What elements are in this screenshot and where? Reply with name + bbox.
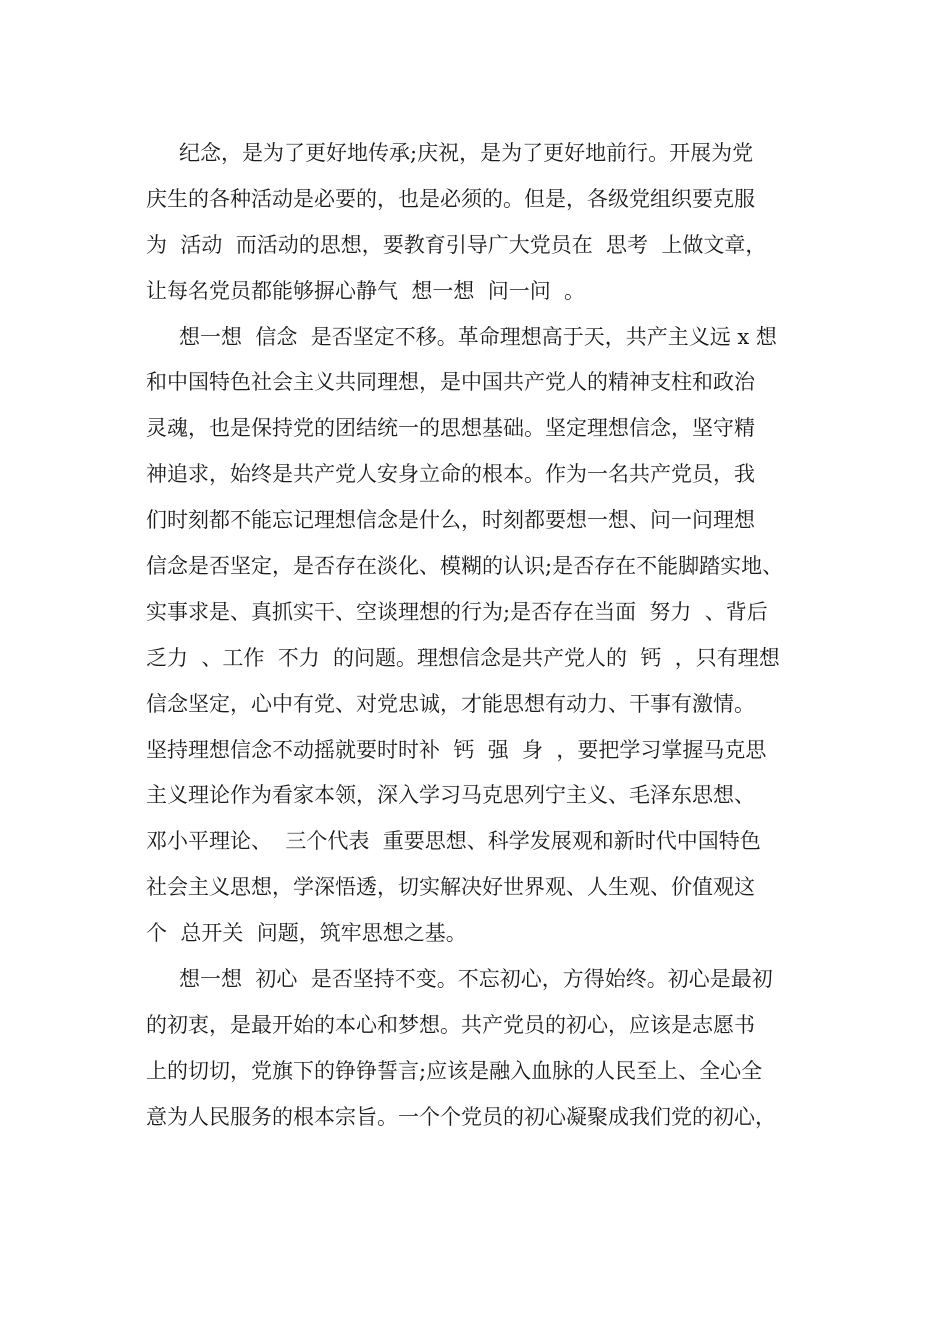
- paragraph-intro: [146, 131, 826, 315]
- text-line: 上的切切，党旗下的铮铮誓言;应该是融入血脉的人民至上、全心全: [146, 1058, 763, 1083]
- text-line: 灵魂，也是保持党的团结统一的思想基础。坚定理想信念，坚守精: [146, 416, 755, 441]
- text-line: 让每名党员都能够摒心静气 想一想 问一问 。: [146, 278, 586, 303]
- text-line: 实事求是、真抓实干、空谈理想的行为;是否存在当面 努力 、背后: [146, 599, 768, 624]
- text-line: 神追求，始终是共产党人安身立命的根本。作为一名共产党员，我: [146, 462, 755, 487]
- text-line: 信念是否坚定，是否存在淡化、模糊的认识;是否存在不能脚踏实地、: [146, 554, 784, 579]
- paragraph-original-aspiration: [146, 957, 826, 1141]
- text-line: 的初衷，是最开始的本心和梦想。共产党员的初心，应该是志愿书: [146, 1012, 755, 1037]
- text-line: 坚持理想信念不动摇就要时时补 钙 强 身 ，要把学习掌握马克思: [146, 737, 767, 762]
- text-line: 纪念，是为了更好地传承;庆祝，是为了更好地前行。开展为党: [179, 141, 754, 165]
- text-line: 邓小平理论、 三个代表 重要思想、科学发展观和新时代中国特色: [146, 829, 761, 854]
- text-line: 为 活动 而活动的思想，要教育引导广大党员在 思考 上做文章，: [146, 232, 767, 257]
- text-line: 庆生的各种活动是必要的，也是必须的。但是，各级党组织要克服: [146, 186, 755, 211]
- text-line: 主义理论作为看家本领，深入学习马克思列宁主义、毛泽东思想、: [146, 783, 755, 808]
- text-line: 和中国特色社会主义共同理想，是中国共产党人的精神支柱和政治: [146, 370, 755, 395]
- text-line: 个 总开关 问题，筑牢思想之基。: [146, 921, 467, 946]
- document-body: [146, 131, 826, 1141]
- text-line: 意为人民服务的根本宗旨。一个个党员的初心凝聚成我们党的初心，: [146, 1104, 776, 1129]
- text-line: 信念坚定，心中有党、对党忠诚，才能思想有动力、干事有激情。: [146, 691, 755, 716]
- text-line: 想一想 初心 是否坚持不变。不忘初心，方得始终。初心是最初: [179, 967, 773, 992]
- text-line: 社会主义思想，学深悟透，切实解决好世界观、人生观、价值观这: [146, 875, 755, 900]
- text-line: 想一想 信念 是否坚定不移。革命理想高于天，共产主义远 x 想: [179, 324, 777, 349]
- text-line: 乏力 、工作 不力 的问题。理想信念是共产党人的 钙 ，只有理想: [146, 645, 780, 670]
- text-line: 们时刻都不能忘记理想信念是什么，时刻都要想一想、问一问理想: [146, 508, 755, 533]
- paragraph-ideals: [146, 315, 826, 957]
